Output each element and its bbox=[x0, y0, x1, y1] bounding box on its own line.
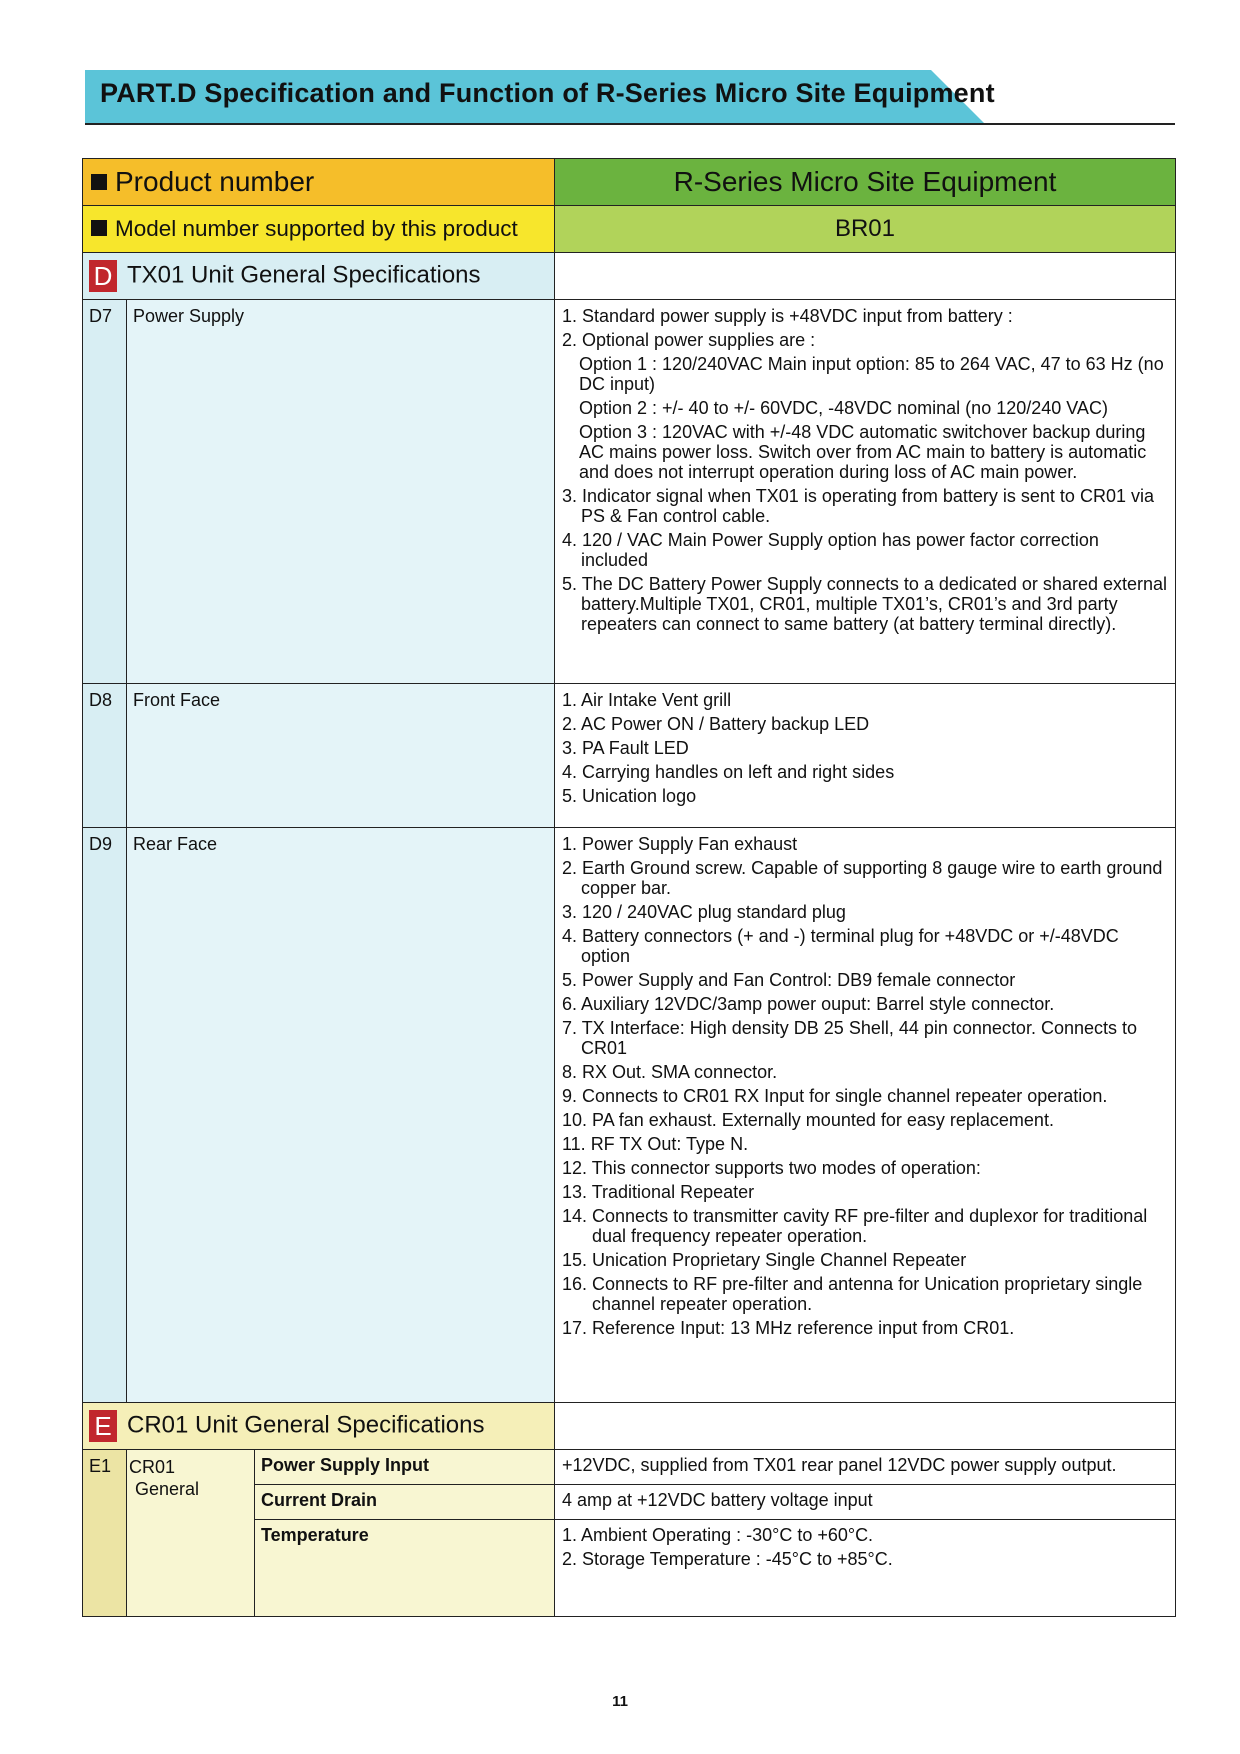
page-number: 11 bbox=[612, 1693, 628, 1710]
model-number-row bbox=[83, 206, 1176, 253]
spec-row-d9 bbox=[83, 828, 1176, 1403]
list-item: 2. Storage Temperature : -45°C to +85°C. bbox=[562, 1549, 893, 1569]
list-item: 1. Air Intake Vent grill bbox=[562, 690, 732, 710]
list-item: 15. Unication Proprietary Single Channel Repeater bbox=[562, 1250, 967, 1270]
list-item: 4. 120 / VAC Main Power Supply option has power factor correction included bbox=[562, 530, 1099, 570]
option-item: Option 3 : 120VAC with +/-48 VDC automatic switchover backup during AC mains power loss. Switch over from AC main to battery is automatic and does not interrupt operation during loss of AC main power. bbox=[579, 422, 1147, 482]
section-d-badge: D bbox=[89, 260, 117, 292]
list-item: 3. PA Fault LED bbox=[562, 738, 689, 758]
section-e-title-cell bbox=[83, 1403, 555, 1450]
model-number-label: Model number supported by this product bbox=[115, 216, 518, 241]
spec-row-e1-power bbox=[83, 1450, 1176, 1485]
list-item: 1. Power Supply Fan exhaust bbox=[562, 834, 798, 854]
list-item: 12. This connector supports two modes of operation: bbox=[562, 1158, 981, 1178]
list-item: 4. Carrying handles on left and right sides bbox=[562, 762, 895, 782]
list-item: 8. RX Out. SMA connector. bbox=[562, 1062, 778, 1082]
product-number-label: Product number bbox=[115, 166, 315, 197]
sub-label: Temperature bbox=[255, 1520, 555, 1617]
option-item: Option 2 : +/- 40 to +/- 60VDC, -48VDC nominal (no 120/240 VAC) bbox=[579, 398, 1108, 418]
square-bullet-icon bbox=[91, 220, 107, 236]
row-content bbox=[555, 828, 1176, 1403]
section-d-title: TX01 Unit General Specifications bbox=[127, 261, 481, 289]
list-item: 6. Auxiliary 12VDC/3amp power ouput: Barrel style connector. bbox=[562, 994, 1055, 1014]
list-item: 16. Connects to RF pre-filter and antenna for Unication proprietary single channel repeater operation. bbox=[562, 1274, 1143, 1314]
list-item: 3. 120 / 240VAC plug standard plug bbox=[562, 902, 846, 922]
sub-value bbox=[555, 1520, 1176, 1617]
row-id: D8 bbox=[83, 684, 127, 828]
section-e-title: CR01 Unit General Specifications bbox=[127, 1411, 485, 1439]
row-name-line2: General bbox=[135, 1479, 200, 1499]
title-rule bbox=[85, 123, 1175, 125]
row-id: E1 bbox=[83, 1450, 127, 1617]
list-item: 4. Battery connectors (+ and -) terminal plug for +48VDC or +/-48VDC option bbox=[562, 926, 1119, 966]
row-name: Power Supply bbox=[127, 300, 555, 684]
spec-table bbox=[82, 158, 1176, 1617]
product-number-value: R-Series Micro Site Equipment bbox=[555, 159, 1176, 206]
row-content bbox=[555, 684, 1176, 828]
list-item: 13. Traditional Repeater bbox=[562, 1182, 755, 1202]
row-name bbox=[127, 1450, 255, 1617]
list-item: 2. Optional power supplies are : bbox=[562, 330, 816, 350]
section-d-header bbox=[83, 253, 1176, 300]
list-item: 10. PA fan exhaust. Externally mounted for easy replacement. bbox=[562, 1110, 1054, 1130]
section-d-blank bbox=[555, 253, 1176, 300]
section-e-blank bbox=[555, 1403, 1176, 1450]
sub-value: 4 amp at +12VDC battery voltage input bbox=[555, 1485, 1176, 1520]
option-item: Option 1 : 120/240VAC Main input option: 85 to 264 VAC, 47 to 63 Hz (no DC input) bbox=[579, 354, 1164, 394]
square-bullet-icon bbox=[91, 174, 107, 190]
list-item: 5. Power Supply and Fan Control: DB9 female connector bbox=[562, 970, 1016, 990]
spec-row-d8 bbox=[83, 684, 1176, 828]
row-content bbox=[555, 300, 1176, 684]
product-number-label-cell bbox=[83, 159, 555, 206]
row-name: Rear Face bbox=[127, 828, 555, 1403]
sub-value: +12VDC, supplied from TX01 rear panel 12VDC power supply output. bbox=[555, 1450, 1176, 1485]
list-item: 11. RF TX Out: Type N. bbox=[562, 1134, 749, 1154]
model-number-label-cell bbox=[83, 206, 555, 253]
list-item: 1. Standard power supply is +48VDC input from battery : bbox=[562, 306, 1013, 326]
product-number-row bbox=[83, 159, 1176, 206]
section-e-header bbox=[83, 1403, 1176, 1450]
spec-row-d7 bbox=[83, 300, 1176, 684]
section-e-badge: E bbox=[89, 1410, 117, 1442]
page-title: PART.D Specification and Function of R-Series Micro Site Equipment bbox=[100, 78, 995, 108]
list-item: 5. Unication logo bbox=[562, 786, 697, 806]
list-item: 17. Reference Input: 13 MHz reference input from CR01. bbox=[562, 1318, 1015, 1338]
section-d-title-cell bbox=[83, 253, 555, 300]
list-item: 14. Connects to transmitter cavity RF pre-filter and duplexor for traditional dual frequency repeater operation. bbox=[562, 1206, 1148, 1246]
model-number-value: BR01 bbox=[555, 206, 1176, 253]
row-name-line1: CR01 bbox=[129, 1457, 176, 1477]
list-item: 1. Ambient Operating : -30°C to +60°C. bbox=[562, 1525, 874, 1545]
list-item: 9. Connects to CR01 RX Input for single channel repeater operation. bbox=[562, 1086, 1108, 1106]
list-item: 5. The DC Battery Power Supply connects to a dedicated or shared external battery.Multiple TX01, CR01, multiple TX01’s, CR01’s and 3rd party repeaters can connect to same battery (at battery terminal directly). bbox=[562, 574, 1168, 634]
row-id: D9 bbox=[83, 828, 127, 1403]
list-item: 3. Indicator signal when TX01 is operating from battery is sent to CR01 via PS & Fan control cable. bbox=[562, 486, 1154, 526]
sub-label: Current Drain bbox=[255, 1485, 555, 1520]
sub-label: Power Supply Input bbox=[255, 1450, 555, 1485]
row-id: D7 bbox=[83, 300, 127, 684]
list-item: 7. TX Interface: High density DB 25 Shell, 44 pin connector. Connects to CR01 bbox=[562, 1018, 1137, 1058]
list-item: 2. Earth Ground screw. Capable of supporting 8 gauge wire to earth ground copper bar. bbox=[562, 858, 1163, 898]
row-name: Front Face bbox=[127, 684, 555, 828]
list-item: 2. AC Power ON / Battery backup LED bbox=[562, 714, 870, 734]
